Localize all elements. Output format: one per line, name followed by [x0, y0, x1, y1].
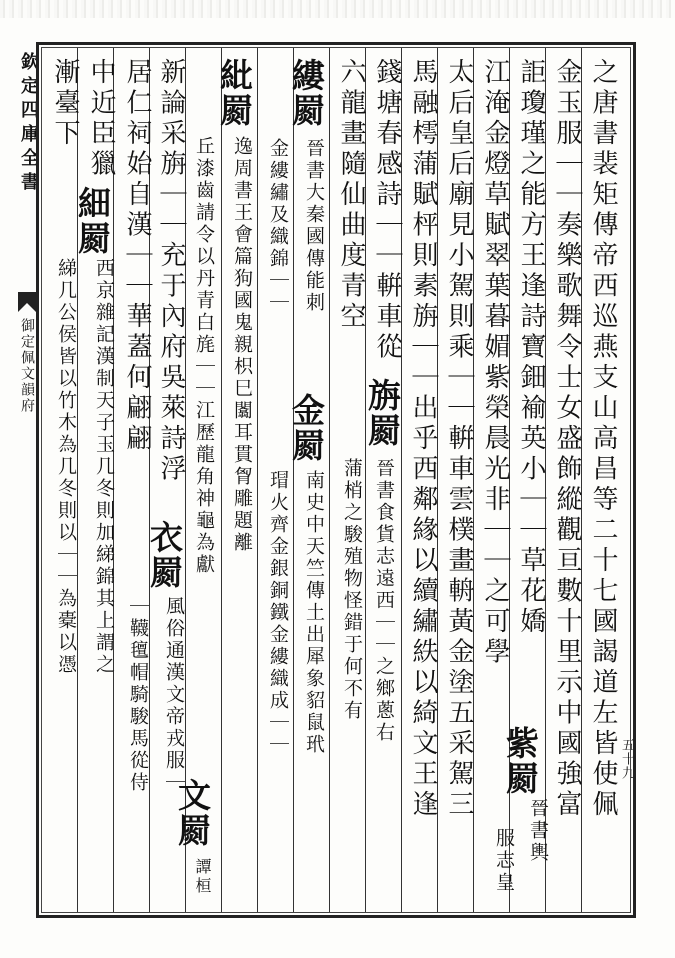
- text-column-1: [590, 58, 628, 906]
- entry-annotation: 丘漆齒請令以丹青白旄｜｜江歷龍角神龜為獻: [193, 136, 215, 576]
- entry-annotation: 服志皇: [493, 828, 515, 894]
- text-column-6: [410, 58, 448, 906]
- column-text: 金玉服｜｜奏樂歌舞令士女盛飾縱觀亘數十里示中國強富: [552, 58, 582, 821]
- entry-annotation: 瑁火齊金銀銅鐵金縷織成｜｜: [267, 470, 289, 756]
- entry-heading: 金罽: [287, 393, 326, 463]
- entry-annotation: 晉書輿: [527, 798, 549, 864]
- entry-annotation: 晉書大秦國傳能刺: [303, 138, 325, 314]
- column-text: 太后皇后廟見小駕則乘｜｜輧車雲樸畫輈黃金塗五采駕三: [444, 58, 474, 821]
- entry-annotation: 逸周書王會篇狗國鬼親枳巳闟耳貫胷雕題離: [231, 136, 253, 554]
- entry-annotation: 譚桓: [193, 858, 212, 896]
- column-text: 之唐書裴矩傳帝西巡燕支山高昌等二十七國謁道左皆使佩: [588, 58, 618, 821]
- entry-annotation: 綈几公侯皆以竹木為几冬則以｜｜為橐以憑: [55, 258, 77, 676]
- column-text: 漸臺下: [50, 58, 80, 150]
- column-text: 六龍畫隨仙曲度青空: [336, 58, 366, 333]
- text-column-15: [73, 58, 126, 906]
- entry-annotation: 蒲梢之駿殖物怪錯于何不有: [341, 458, 363, 722]
- entry-heading: 細罽: [73, 186, 112, 256]
- entry-annotation: 風俗通漢文帝戎服｜: [163, 596, 185, 794]
- entry-annotation: 南史中天竺傳土出犀象貂鼠玳: [303, 470, 325, 756]
- entry-annotation: 金縷繡及織錦｜｜: [267, 138, 289, 314]
- text-column-2: [554, 58, 592, 906]
- text-column-13: [145, 58, 196, 906]
- text-column-5: [446, 58, 484, 906]
- entry-heading: 衣罽: [145, 520, 184, 590]
- entry-annotation: 晉書食貨志遠西｜｜之鄉蔥右: [373, 458, 395, 744]
- text-column-9: [287, 58, 338, 906]
- column-text: 詎瓊瑾之能方王逢詩寶鈿褕英小｜｜草花嬌: [516, 58, 546, 638]
- entry-annotation: ｜韈氊帽騎駿馬從侍: [127, 596, 149, 794]
- column-text: 江淹金燈草賦翠葉暮媚紫榮晨光非｜｜之可學: [480, 58, 510, 668]
- folio-number: 五十九: [619, 738, 634, 780]
- text-column-11: [215, 58, 264, 906]
- entry-heading: 文罽: [173, 778, 212, 848]
- column-text: 馬融樗蒲賦枰則素旃｜｜出乎西鄰緣以續繡紩以綺文王逢: [408, 58, 438, 821]
- column-text: 錢塘春感詩｜｜輧車從: [372, 58, 402, 363]
- text-column-8: [338, 58, 376, 906]
- entry-heading: 紫罽: [501, 726, 540, 796]
- column-text: 中近臣獵: [86, 58, 116, 180]
- text-column-7: [363, 58, 412, 906]
- entry-annotation: 西京雜記漢制天子玉几冬則加綈錦其上謂之: [93, 258, 115, 676]
- entry-heading: 縷罽: [287, 58, 326, 128]
- column-text: 新論采旃｜｜充于內府吳萊詩浮: [156, 58, 186, 485]
- scan-edge: [0, 0, 675, 18]
- text-column-10: [266, 58, 304, 906]
- entry-heading: 紕罽: [215, 58, 254, 128]
- entry-heading: 旃罽: [363, 378, 402, 448]
- column-text: 居仁祠始自漢｜｜華蓋何翩翩: [122, 58, 152, 455]
- text-column-4: [482, 58, 520, 906]
- book-subtitle: 御定佩文韻府: [19, 318, 35, 414]
- book-title: 欽定四庫全書: [18, 52, 39, 196]
- text-column-16: [52, 58, 90, 906]
- text-column-14: [124, 58, 162, 906]
